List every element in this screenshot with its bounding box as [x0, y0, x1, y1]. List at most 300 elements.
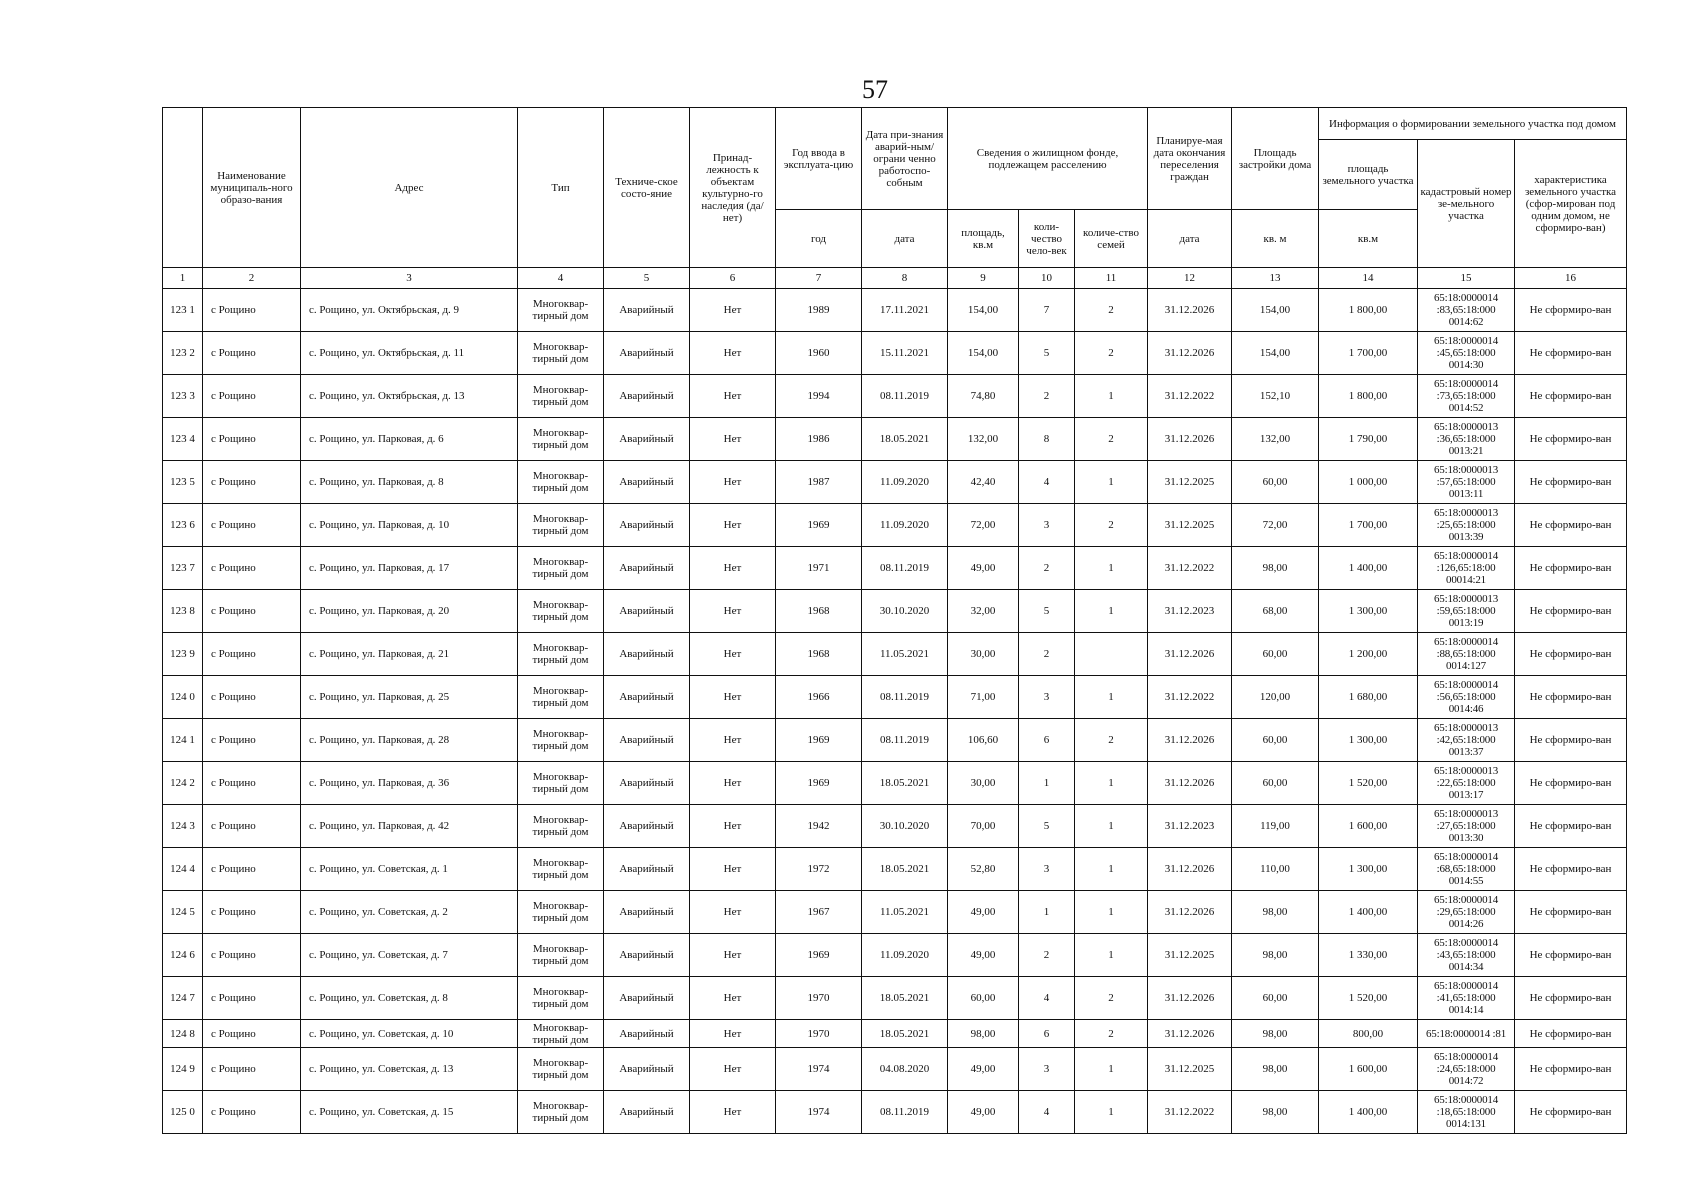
- families-cell: 1: [1075, 848, 1148, 891]
- planned-date-cell: 31.12.2026: [1148, 332, 1232, 375]
- families-cell: 2: [1075, 1020, 1148, 1048]
- row-number: 123 4: [163, 418, 203, 461]
- type-cell: Многоквар-тирный дом: [518, 762, 604, 805]
- municipality-cell: с Рощино: [203, 848, 301, 891]
- cadastral-cell: 65:18:0000013 :22,65:18:000 0013:17: [1418, 762, 1515, 805]
- table-row: [163, 977, 1627, 1020]
- type-cell: Многоквар-тирный дом: [518, 461, 604, 504]
- address-cell: с. Рощино, ул. Советская, д. 15: [301, 1091, 518, 1134]
- building-area-cell: 60,00: [1232, 461, 1319, 504]
- year-cell: 1969: [776, 504, 862, 547]
- state-cell: Аварийный: [604, 1048, 690, 1091]
- year-cell: 1970: [776, 977, 862, 1020]
- cadastral-cell: 65:18:0000014 :83,65:18:000 0014:62: [1418, 289, 1515, 332]
- families-cell: 1: [1075, 891, 1148, 934]
- land-characteristic-cell: Не сформиро-ван: [1515, 590, 1627, 633]
- heritage-cell: Нет: [690, 891, 776, 934]
- header-year-unit: год: [776, 210, 862, 268]
- land-area-cell: 1 600,00: [1319, 805, 1418, 848]
- header-technical-state: Техниче-ское состо-яние: [604, 108, 690, 268]
- address-cell: с. Рощино, ул. Парковая, д. 42: [301, 805, 518, 848]
- living-area-cell: 72,00: [948, 504, 1019, 547]
- municipality-cell: с Рощино: [203, 891, 301, 934]
- heritage-cell: Нет: [690, 332, 776, 375]
- cadastral-cell: 65:18:0000014 :88,65:18:000 0014:127: [1418, 633, 1515, 676]
- table-row: [163, 934, 1627, 977]
- families-cell: 1: [1075, 805, 1148, 848]
- cadastral-cell: 65:18:0000014 :56,65:18:000 0014:46: [1418, 676, 1515, 719]
- land-area-cell: 1 400,00: [1319, 1091, 1418, 1134]
- address-cell: с. Рощино, ул. Парковая, д. 6: [301, 418, 518, 461]
- state-cell: Аварийный: [604, 1091, 690, 1134]
- building-area-cell: 98,00: [1232, 1020, 1319, 1048]
- municipality-cell: с Рощино: [203, 590, 301, 633]
- municipality-cell: с Рощино: [203, 547, 301, 590]
- row-number: 123 2: [163, 332, 203, 375]
- emergency-date-cell: 18.05.2021: [862, 762, 948, 805]
- table-row: [163, 1048, 1627, 1091]
- housing-register-table: [162, 107, 1627, 1134]
- people-cell: 8: [1019, 418, 1075, 461]
- state-cell: Аварийный: [604, 590, 690, 633]
- families-cell: 2: [1075, 977, 1148, 1020]
- living-area-cell: 42,40: [948, 461, 1019, 504]
- year-cell: 1966: [776, 676, 862, 719]
- emergency-date-cell: 17.11.2021: [862, 289, 948, 332]
- people-cell: 1: [1019, 762, 1075, 805]
- land-characteristic-cell: Не сформиро-ван: [1515, 504, 1627, 547]
- building-area-cell: 154,00: [1232, 289, 1319, 332]
- heritage-cell: Нет: [690, 504, 776, 547]
- year-cell: 1942: [776, 805, 862, 848]
- type-cell: Многоквар-тирный дом: [518, 1048, 604, 1091]
- header-housing-fund: Сведения о жилищном фонде, подлежащем расселению: [948, 108, 1148, 210]
- people-cell: 5: [1019, 590, 1075, 633]
- header-commission-year: Год ввода в эксплуата-цию: [776, 108, 862, 210]
- type-cell: Многоквар-тирный дом: [518, 719, 604, 762]
- emergency-date-cell: 11.05.2021: [862, 891, 948, 934]
- table-row: [163, 289, 1627, 332]
- building-area-cell: 60,00: [1232, 633, 1319, 676]
- land-area-cell: 1 400,00: [1319, 891, 1418, 934]
- living-area-cell: 30,00: [948, 633, 1019, 676]
- address-cell: с. Рощино, ул. Советская, д. 1: [301, 848, 518, 891]
- year-cell: 1969: [776, 719, 862, 762]
- state-cell: Аварийный: [604, 504, 690, 547]
- land-characteristic-cell: Не сформиро-ван: [1515, 891, 1627, 934]
- planned-date-cell: 31.12.2026: [1148, 418, 1232, 461]
- address-cell: с. Рощино, ул. Советская, д. 7: [301, 934, 518, 977]
- header-building-area: Площадь застройки дома: [1232, 108, 1319, 210]
- address-cell: с. Рощино, ул. Октябрьская, д. 13: [301, 375, 518, 418]
- address-cell: с. Рощино, ул. Советская, д. 13: [301, 1048, 518, 1091]
- address-cell: с. Рощино, ул. Парковая, д. 20: [301, 590, 518, 633]
- emergency-date-cell: 30.10.2020: [862, 590, 948, 633]
- header-land-area: площадь земельного участка: [1319, 140, 1418, 210]
- land-area-cell: 1 700,00: [1319, 332, 1418, 375]
- cadastral-cell: 65:18:0000013 :42,65:18:000 0013:37: [1418, 719, 1515, 762]
- type-cell: Многоквар-тирный дом: [518, 977, 604, 1020]
- table-row: [163, 375, 1627, 418]
- people-cell: 7: [1019, 289, 1075, 332]
- building-area-cell: 152,10: [1232, 375, 1319, 418]
- header-heritage: Принад-лежность к объектам культурно-го наследия (да/нет): [690, 108, 776, 268]
- column-number: 9: [948, 268, 1019, 289]
- heritage-cell: Нет: [690, 934, 776, 977]
- planned-date-cell: 31.12.2022: [1148, 676, 1232, 719]
- cadastral-cell: 65:18:0000014 :43,65:18:000 0014:34: [1418, 934, 1515, 977]
- row-number: 124 3: [163, 805, 203, 848]
- building-area-cell: 60,00: [1232, 977, 1319, 1020]
- land-characteristic-cell: Не сформиро-ван: [1515, 461, 1627, 504]
- emergency-date-cell: 15.11.2021: [862, 332, 948, 375]
- families-cell: 2: [1075, 719, 1148, 762]
- building-area-cell: 98,00: [1232, 547, 1319, 590]
- municipality-cell: с Рощино: [203, 934, 301, 977]
- row-number: 125 0: [163, 1091, 203, 1134]
- heritage-cell: Нет: [690, 1048, 776, 1091]
- type-cell: Многоквар-тирный дом: [518, 934, 604, 977]
- people-cell: 6: [1019, 719, 1075, 762]
- address-cell: с. Рощино, ул. Парковая, д. 8: [301, 461, 518, 504]
- people-cell: 2: [1019, 633, 1075, 676]
- planned-date-cell: 31.12.2026: [1148, 1020, 1232, 1048]
- table-row: [163, 805, 1627, 848]
- header-row-1: [163, 108, 1627, 140]
- cadastral-cell: 65:18:0000013 :25,65:18:000 0013:39: [1418, 504, 1515, 547]
- people-cell: 3: [1019, 1048, 1075, 1091]
- heritage-cell: Нет: [690, 848, 776, 891]
- header-emergency-date: Дата при-знания аварий-ным/ограни ченно работоспо-собным: [862, 108, 948, 210]
- column-number: 8: [862, 268, 948, 289]
- land-characteristic-cell: Не сформиро-ван: [1515, 289, 1627, 332]
- planned-date-cell: 31.12.2026: [1148, 891, 1232, 934]
- address-cell: с. Рощино, ул. Парковая, д. 36: [301, 762, 518, 805]
- year-cell: 1971: [776, 547, 862, 590]
- land-area-cell: 1 680,00: [1319, 676, 1418, 719]
- people-cell: 3: [1019, 504, 1075, 547]
- living-area-cell: 49,00: [948, 547, 1019, 590]
- state-cell: Аварийный: [604, 633, 690, 676]
- header-municipality: Наименование муниципаль-ного образо-вания: [203, 108, 301, 268]
- state-cell: Аварийный: [604, 375, 690, 418]
- land-area-cell: 1 800,00: [1319, 375, 1418, 418]
- page-number: 57: [862, 75, 888, 104]
- year-cell: 1968: [776, 590, 862, 633]
- column-number: 11: [1075, 268, 1148, 289]
- heritage-cell: Нет: [690, 375, 776, 418]
- table-row: [163, 461, 1627, 504]
- people-cell: 4: [1019, 1091, 1075, 1134]
- municipality-cell: с Рощино: [203, 1091, 301, 1134]
- address-cell: с. Рощино, ул. Советская, д. 2: [301, 891, 518, 934]
- heritage-cell: Нет: [690, 676, 776, 719]
- land-characteristic-cell: Не сформиро-ван: [1515, 375, 1627, 418]
- planned-date-cell: 31.12.2026: [1148, 977, 1232, 1020]
- column-number: 7: [776, 268, 862, 289]
- row-number: 123 6: [163, 504, 203, 547]
- header-living-area: площадь, кв.м: [948, 210, 1019, 268]
- address-cell: с. Рощино, ул. Советская, д. 8: [301, 977, 518, 1020]
- row-number: 124 1: [163, 719, 203, 762]
- type-cell: Многоквар-тирный дом: [518, 1020, 604, 1048]
- land-area-cell: 1 300,00: [1319, 590, 1418, 633]
- heritage-cell: Нет: [690, 762, 776, 805]
- emergency-date-cell: 08.11.2019: [862, 676, 948, 719]
- people-cell: 4: [1019, 461, 1075, 504]
- address-cell: с. Рощино, ул. Парковая, д. 17: [301, 547, 518, 590]
- families-cell: 2: [1075, 289, 1148, 332]
- land-characteristic-cell: Не сформиро-ван: [1515, 1020, 1627, 1048]
- state-cell: Аварийный: [604, 547, 690, 590]
- land-characteristic-cell: Не сформиро-ван: [1515, 977, 1627, 1020]
- land-characteristic-cell: Не сформиро-ван: [1515, 676, 1627, 719]
- land-area-cell: 1 600,00: [1319, 1048, 1418, 1091]
- state-cell: Аварийный: [604, 977, 690, 1020]
- state-cell: Аварийный: [604, 848, 690, 891]
- column-number: 12: [1148, 268, 1232, 289]
- living-area-cell: 154,00: [948, 332, 1019, 375]
- land-area-cell: 1 300,00: [1319, 848, 1418, 891]
- cadastral-cell: 65:18:0000013 :57,65:18:000 0013:11: [1418, 461, 1515, 504]
- living-area-cell: 70,00: [948, 805, 1019, 848]
- families-cell: 2: [1075, 504, 1148, 547]
- type-cell: Многоквар-тирный дом: [518, 676, 604, 719]
- people-cell: 1: [1019, 891, 1075, 934]
- land-characteristic-cell: Не сформиро-ван: [1515, 848, 1627, 891]
- table-row: [163, 1091, 1627, 1134]
- building-area-cell: 98,00: [1232, 1048, 1319, 1091]
- state-cell: Аварийный: [604, 418, 690, 461]
- planned-date-cell: 31.12.2026: [1148, 633, 1232, 676]
- land-characteristic-cell: Не сформиро-ван: [1515, 1091, 1627, 1134]
- state-cell: Аварийный: [604, 1020, 690, 1048]
- land-area-cell: 1 200,00: [1319, 633, 1418, 676]
- land-area-cell: 1 800,00: [1319, 289, 1418, 332]
- column-number: 16: [1515, 268, 1627, 289]
- planned-date-cell: 31.12.2022: [1148, 375, 1232, 418]
- year-cell: 1969: [776, 934, 862, 977]
- living-area-cell: 154,00: [948, 289, 1019, 332]
- year-cell: 1974: [776, 1091, 862, 1134]
- emergency-date-cell: 11.09.2020: [862, 934, 948, 977]
- land-area-cell: 800,00: [1319, 1020, 1418, 1048]
- people-cell: 2: [1019, 375, 1075, 418]
- families-cell: 1: [1075, 934, 1148, 977]
- people-cell: 2: [1019, 547, 1075, 590]
- families-cell: 2: [1075, 332, 1148, 375]
- living-area-cell: 32,00: [948, 590, 1019, 633]
- planned-date-cell: 31.12.2022: [1148, 547, 1232, 590]
- families-cell: [1075, 633, 1148, 676]
- heritage-cell: Нет: [690, 1091, 776, 1134]
- type-cell: Многоквар-тирный дом: [518, 1091, 604, 1134]
- address-cell: с. Рощино, ул. Парковая, д. 21: [301, 633, 518, 676]
- year-cell: 1974: [776, 1048, 862, 1091]
- header-planned-date: Планируе-мая дата окончания переселения граждан: [1148, 108, 1232, 210]
- cadastral-cell: 65:18:0000014 :24,65:18:000 0014:72: [1418, 1048, 1515, 1091]
- building-area-cell: 120,00: [1232, 676, 1319, 719]
- state-cell: Аварийный: [604, 805, 690, 848]
- living-area-cell: 132,00: [948, 418, 1019, 461]
- header-land-area-unit: кв.м: [1319, 210, 1418, 268]
- land-area-cell: 1 790,00: [1319, 418, 1418, 461]
- header-people-count: коли-чество чело-век: [1019, 210, 1075, 268]
- header-type: Тип: [518, 108, 604, 268]
- building-area-cell: 132,00: [1232, 418, 1319, 461]
- land-characteristic-cell: Не сформиро-ван: [1515, 805, 1627, 848]
- header-plan-date-unit: дата: [1148, 210, 1232, 268]
- year-cell: 1986: [776, 418, 862, 461]
- table-row: [163, 547, 1627, 590]
- planned-date-cell: 31.12.2026: [1148, 848, 1232, 891]
- land-characteristic-cell: Не сформиро-ван: [1515, 547, 1627, 590]
- table-row: [163, 633, 1627, 676]
- year-cell: 1968: [776, 633, 862, 676]
- year-cell: 1994: [776, 375, 862, 418]
- address-cell: с. Рощино, ул. Парковая, д. 10: [301, 504, 518, 547]
- type-cell: Многоквар-тирный дом: [518, 891, 604, 934]
- table-row: [163, 590, 1627, 633]
- living-area-cell: 71,00: [948, 676, 1019, 719]
- type-cell: Многоквар-тирный дом: [518, 418, 604, 461]
- year-cell: 1960: [776, 332, 862, 375]
- land-characteristic-cell: Не сформиро-ван: [1515, 633, 1627, 676]
- building-area-cell: 154,00: [1232, 332, 1319, 375]
- building-area-cell: 98,00: [1232, 934, 1319, 977]
- heritage-cell: Нет: [690, 461, 776, 504]
- table-row: [163, 891, 1627, 934]
- building-area-cell: 98,00: [1232, 891, 1319, 934]
- row-number: 123 7: [163, 547, 203, 590]
- land-area-cell: 1 520,00: [1319, 762, 1418, 805]
- cadastral-cell: 65:18:0000014 :81: [1418, 1020, 1515, 1048]
- planned-date-cell: 31.12.2022: [1148, 1091, 1232, 1134]
- municipality-cell: с Рощино: [203, 719, 301, 762]
- type-cell: Многоквар-тирный дом: [518, 590, 604, 633]
- families-cell: 1: [1075, 590, 1148, 633]
- planned-date-cell: 31.12.2026: [1148, 289, 1232, 332]
- cadastral-cell: 65:18:0000014 :18,65:18:000 0014:131: [1418, 1091, 1515, 1134]
- land-characteristic-cell: Не сформиро-ван: [1515, 934, 1627, 977]
- building-area-cell: 119,00: [1232, 805, 1319, 848]
- column-number: 15: [1418, 268, 1515, 289]
- state-cell: Аварийный: [604, 332, 690, 375]
- emergency-date-cell: 04.08.2020: [862, 1048, 948, 1091]
- column-number: 2: [203, 268, 301, 289]
- building-area-cell: 68,00: [1232, 590, 1319, 633]
- type-cell: Многоквар-тирный дом: [518, 633, 604, 676]
- families-cell: 2: [1075, 418, 1148, 461]
- heritage-cell: Нет: [690, 590, 776, 633]
- emergency-date-cell: 08.11.2019: [862, 547, 948, 590]
- cadastral-cell: 65:18:0000014 :126,65:18:00 00014:21: [1418, 547, 1515, 590]
- land-area-cell: 1 300,00: [1319, 719, 1418, 762]
- row-number: 123 8: [163, 590, 203, 633]
- living-area-cell: 30,00: [948, 762, 1019, 805]
- cadastral-cell: 65:18:0000013 :59,65:18:000 0013:19: [1418, 590, 1515, 633]
- emergency-date-cell: 08.11.2019: [862, 719, 948, 762]
- municipality-cell: с Рощино: [203, 332, 301, 375]
- row-number: 124 4: [163, 848, 203, 891]
- type-cell: Многоквар-тирный дом: [518, 504, 604, 547]
- state-cell: Аварийный: [604, 289, 690, 332]
- address-cell: с. Рощино, ул. Октябрьская, д. 9: [301, 289, 518, 332]
- state-cell: Аварийный: [604, 934, 690, 977]
- municipality-cell: с Рощино: [203, 418, 301, 461]
- planned-date-cell: 31.12.2026: [1148, 719, 1232, 762]
- row-number: 124 5: [163, 891, 203, 934]
- header-land-characteristic: характеристика земельного участка (сфор-мирован под одним домом, не сформиро-ван): [1515, 140, 1627, 268]
- year-cell: 1967: [776, 891, 862, 934]
- row-number: 124 8: [163, 1020, 203, 1048]
- municipality-cell: с Рощино: [203, 676, 301, 719]
- planned-date-cell: 31.12.2025: [1148, 461, 1232, 504]
- cadastral-cell: 65:18:0000014 :45,65:18:000 0014:30: [1418, 332, 1515, 375]
- living-area-cell: 52,80: [948, 848, 1019, 891]
- people-cell: 4: [1019, 977, 1075, 1020]
- header-cadastral-number: кадастровый номер зе-мельного участка: [1418, 140, 1515, 268]
- column-number: 5: [604, 268, 690, 289]
- people-cell: 2: [1019, 934, 1075, 977]
- people-cell: 6: [1019, 1020, 1075, 1048]
- year-cell: 1969: [776, 762, 862, 805]
- state-cell: Аварийный: [604, 676, 690, 719]
- cadastral-cell: 65:18:0000014 :41,65:18:000 0014:14: [1418, 977, 1515, 1020]
- type-cell: Многоквар-тирный дом: [518, 848, 604, 891]
- row-number: 124 0: [163, 676, 203, 719]
- municipality-cell: с Рощино: [203, 1020, 301, 1048]
- emergency-date-cell: 08.11.2019: [862, 375, 948, 418]
- cadastral-cell: 65:18:0000013 :36,65:18:000 0013:21: [1418, 418, 1515, 461]
- municipality-cell: с Рощино: [203, 633, 301, 676]
- living-area-cell: 49,00: [948, 1048, 1019, 1091]
- table-row: [163, 504, 1627, 547]
- column-number: 13: [1232, 268, 1319, 289]
- row-number: 124 9: [163, 1048, 203, 1091]
- address-cell: с. Рощино, ул. Советская, д. 10: [301, 1020, 518, 1048]
- row-number: 124 7: [163, 977, 203, 1020]
- emergency-date-cell: 30.10.2020: [862, 805, 948, 848]
- building-area-cell: 60,00: [1232, 719, 1319, 762]
- municipality-cell: с Рощино: [203, 762, 301, 805]
- type-cell: Многоквар-тирный дом: [518, 289, 604, 332]
- families-cell: 1: [1075, 375, 1148, 418]
- header-land-plot-info: Информация о формировании земельного участка под домом: [1319, 108, 1627, 140]
- state-cell: Аварийный: [604, 461, 690, 504]
- state-cell: Аварийный: [604, 762, 690, 805]
- emergency-date-cell: 18.05.2021: [862, 418, 948, 461]
- municipality-cell: с Рощино: [203, 1048, 301, 1091]
- families-cell: 1: [1075, 762, 1148, 805]
- header-building-area-unit: кв. м: [1232, 210, 1319, 268]
- planned-date-cell: 31.12.2025: [1148, 934, 1232, 977]
- land-characteristic-cell: Не сформиро-ван: [1515, 418, 1627, 461]
- people-cell: 5: [1019, 805, 1075, 848]
- column-number: 4: [518, 268, 604, 289]
- planned-date-cell: 31.12.2023: [1148, 590, 1232, 633]
- type-cell: Многоквар-тирный дом: [518, 332, 604, 375]
- land-area-cell: 1 700,00: [1319, 504, 1418, 547]
- heritage-cell: Нет: [690, 547, 776, 590]
- type-cell: Многоквар-тирный дом: [518, 547, 604, 590]
- municipality-cell: с Рощино: [203, 461, 301, 504]
- row-number: 124 2: [163, 762, 203, 805]
- column-number: 14: [1319, 268, 1418, 289]
- building-area-cell: 110,00: [1232, 848, 1319, 891]
- people-cell: 3: [1019, 676, 1075, 719]
- header-cell-blank: [163, 108, 203, 268]
